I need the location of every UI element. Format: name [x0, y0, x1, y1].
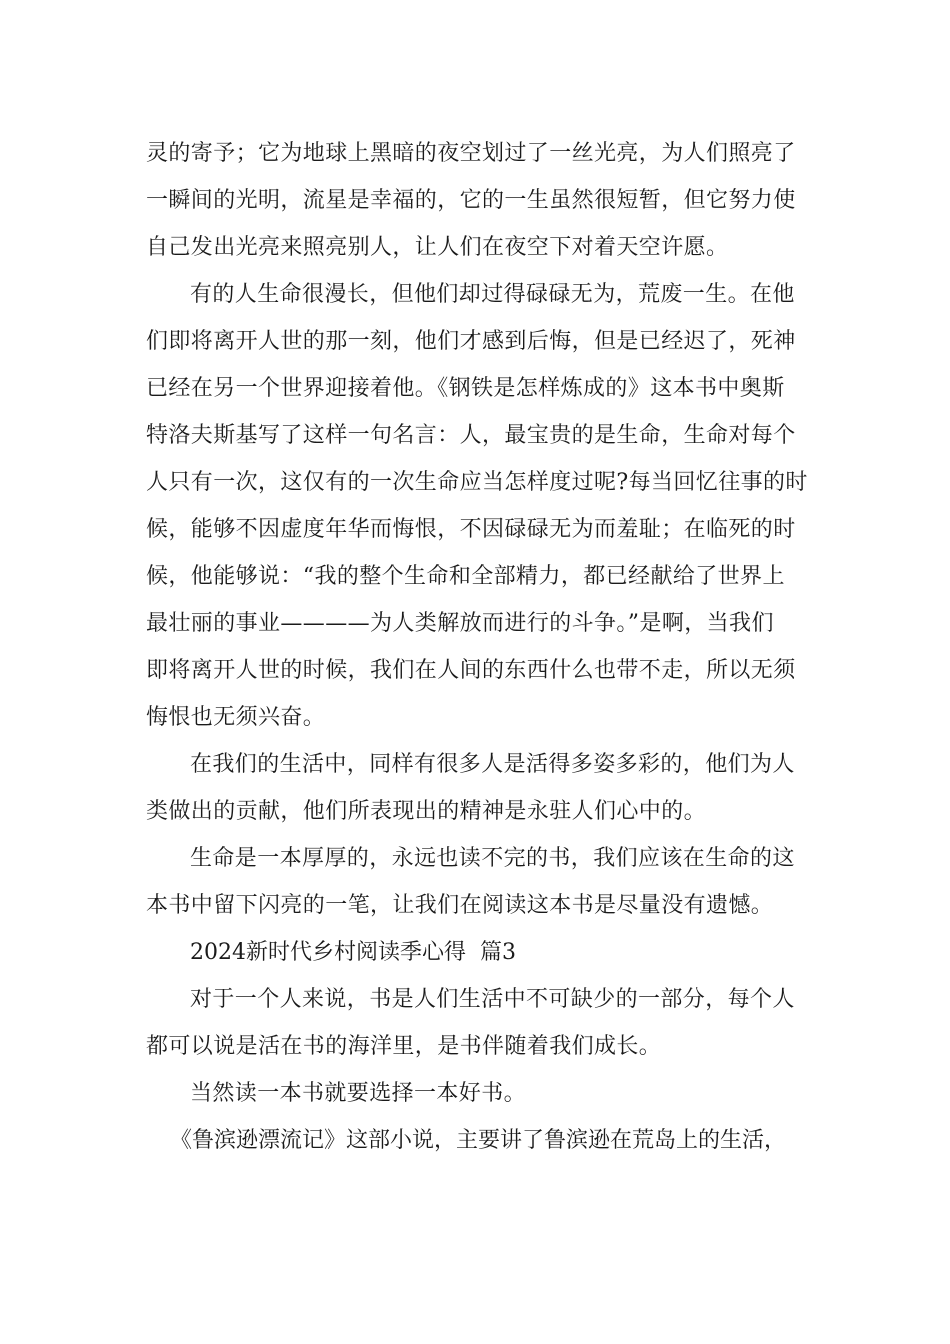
text-line: 最壮丽的事业————为人类解放而进行的斗争。”是啊，当我们 [146, 611, 774, 636]
section-heading: 2024新时代乡村阅读季心得 篇3 [190, 940, 516, 965]
paragraph [146, 130, 811, 271]
text-line: 本书中留下闪亮的一笔，让我们在阅读这本书是尽量没有遗憾。 [146, 893, 774, 918]
text-line: 生命是一本厚厚的，永远也读不完的书，我们应该在生命的这 [190, 846, 795, 871]
document-body [146, 130, 811, 1164]
paragraph [146, 1117, 811, 1164]
paragraph [146, 271, 811, 741]
text-line: 类做出的贡献，他们所表现出的精神是永驻人们心中的。 [146, 799, 707, 824]
text-line: 灵的寄予；它为地球上黑暗的夜空划过了一丝光亮，为人们照亮了 [146, 141, 796, 166]
text-line: 对于一个人来说，书是人们生活中不可缺少的一部分，每个人 [190, 987, 795, 1012]
text-line: 自己发出光亮来照亮别人，让人们在夜空下对着天空许愿。 [146, 235, 729, 260]
text-line: 即将离开人世的时候，我们在人间的东西什么也带不走，所以无须 [146, 658, 796, 683]
text-line: 当然读一本书就要选择一本好书。 [190, 1081, 527, 1106]
text-line: 特洛夫斯基写了这样一句名言：人，最宝贵的是生命，生命对每个 [146, 423, 796, 448]
text-line: 候，能够不因虚度年华而悔恨，不因碌碌无为而羞耻；在临死的时 [146, 517, 796, 542]
paragraph [146, 976, 811, 1070]
paragraph [146, 835, 811, 929]
paragraph [146, 1070, 811, 1117]
text-line: 一瞬间的光明，流星是幸福的，它的一生虽然很短暂，但它努力使 [146, 188, 796, 213]
text-line: 候，他能够说：“我的整个生命和全部精力，都已经献给了世界上 [146, 564, 785, 589]
text-line: 已经在另一个世界迎接着他。《钢铁是怎样炼成的》这本书中奥斯 [146, 376, 785, 401]
text-line: 都可以说是活在书的海洋里，是书伴随着我们成长。 [146, 1034, 662, 1059]
text-line: 《鲁滨逊漂流记》这部小说，主要讲了鲁滨逊在荒岛上的生活， [170, 1128, 787, 1153]
text-line: 们即将离开人世的那一刻，他们才感到后悔，但是已经迟了，死神 [146, 329, 796, 354]
text-line: 人只有一次，这仅有的一次生命应当怎样度过呢?每当回忆往事的时 [146, 470, 808, 495]
paragraph [146, 741, 811, 835]
text-line: 在我们的生活中，同样有很多人是活得多姿多彩的，他们为人 [190, 752, 795, 777]
text-line: 悔恨也无须兴奋。 [146, 705, 326, 730]
text-line: 有的人生命很漫长，但他们却过得碌碌无为，荒废一生。在他 [190, 282, 795, 307]
